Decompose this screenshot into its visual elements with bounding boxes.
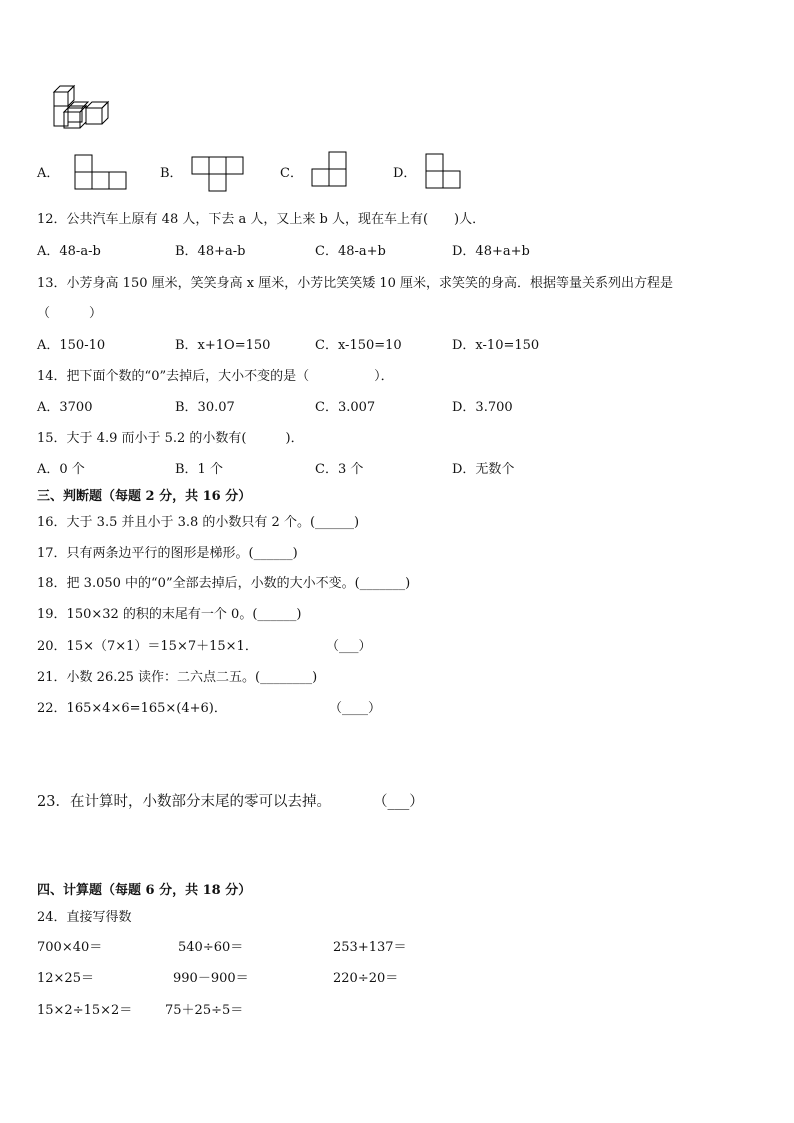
q22-answer-blank[interactable]: （____） (329, 701, 382, 716)
q20-answer-blank[interactable]: （___） (326, 639, 372, 654)
q11-option-b-view (191, 156, 245, 192)
q12-option-b[interactable]: B．48+a-b (175, 244, 246, 259)
q13-option-a[interactable]: A．150-10 (37, 338, 106, 353)
calc-700x40: 700×40＝ (37, 940, 103, 955)
q19-statement: 19．150×32 的积的末尾有一个 0。(______) (37, 607, 302, 622)
q22-statement: 22．165×4×6=165×(4+6)． (37, 701, 227, 716)
q11-option-d-view (425, 153, 463, 189)
q15-option-b[interactable]: B．1 个 (175, 462, 223, 477)
q11-option-a-view (74, 154, 128, 190)
q23-answer-blank[interactable]: （___） (373, 794, 424, 810)
calc-253plus137: 253+137＝ (333, 940, 407, 955)
q13-stem: 13．小芳身高 150 厘米，笑笑身高 x 厘米，小芳比笑笑矮 10 厘米，求笑笑的身高．根据等量关系列出方程是 (37, 276, 674, 291)
q11-option-c-label: C． (280, 166, 303, 181)
calc-990minus900: 990－900＝ (173, 971, 249, 986)
calc-12x25: 12×25＝ (37, 971, 94, 986)
q15-option-c[interactable]: C．3 个 (315, 462, 364, 477)
q11-option-c-view (311, 151, 349, 187)
q13-stem-cont: （ ） (37, 306, 103, 321)
q14-option-c[interactable]: C．3.007 (315, 400, 376, 415)
cube-stack-figure (48, 84, 114, 130)
q15-option-a[interactable]: A．0 个 (37, 462, 85, 477)
section4-title: 四、计算题（每题 6 分，共 18 分） (37, 883, 252, 898)
q14-stem: 14．把下面个数的“0”去掉后，大小不变的是（ ）． (37, 369, 394, 384)
calc-540div60: 540÷60＝ (178, 940, 244, 955)
q14-option-d[interactable]: D．3.700 (452, 400, 513, 415)
q13-option-d[interactable]: D．x-10=150 (452, 338, 540, 353)
q15-option-d[interactable]: D．无数个 (452, 462, 515, 477)
q17-statement: 17．只有两条边平行的图形是梯形。(______) (37, 546, 298, 561)
q12-option-c[interactable]: C．48-a+b (315, 244, 386, 259)
q12-option-a[interactable]: A．48-a-b (37, 244, 101, 259)
q23-statement: 23．在计算时，小数部分末尾的零可以去掉。 (37, 794, 331, 810)
q12-option-d[interactable]: D．48+a+b (452, 244, 530, 259)
q20-statement: 20．15×（7×1）＝15×7＋15×1． (37, 639, 258, 654)
q13-option-c[interactable]: C．x-150=10 (315, 338, 402, 353)
q13-option-b[interactable]: B．x+1O=150 (175, 338, 271, 353)
q11-option-a-label: A． (37, 166, 60, 181)
section3-title: 三、判断题（每题 2 分，共 16 分） (37, 489, 252, 504)
calc-15x2div15x2: 15×2÷15×2＝ (37, 1003, 133, 1018)
q11-option-d-label: D． (393, 166, 417, 181)
calc-75plus25div5: 75＋25÷5＝ (165, 1003, 244, 1018)
q21-statement: 21．小数 26.25 读作：二六点二五。(________) (37, 670, 318, 685)
q16-statement: 16．大于 3.5 并且小于 3.8 的小数只有 2 个。(______) (37, 515, 360, 530)
q12-stem: 12．公共汽车上原有 48 人，下去 a 人，又上来 b 人，现在车上有( )人． (37, 212, 486, 227)
q24-title: 24．直接写得数 (37, 910, 132, 925)
q11-option-b-label: B． (160, 166, 183, 181)
q15-stem: 15．大于 4.9 而小于 5.2 的小数有( )． (37, 431, 304, 446)
q14-option-a[interactable]: A．3700 (37, 400, 93, 415)
q18-statement: 18．把 3.050 中的“0”全部去掉后，小数的大小不变。(_______) (37, 576, 411, 591)
q14-option-b[interactable]: B．30.07 (175, 400, 235, 415)
calc-220div20: 220÷20＝ (333, 971, 399, 986)
